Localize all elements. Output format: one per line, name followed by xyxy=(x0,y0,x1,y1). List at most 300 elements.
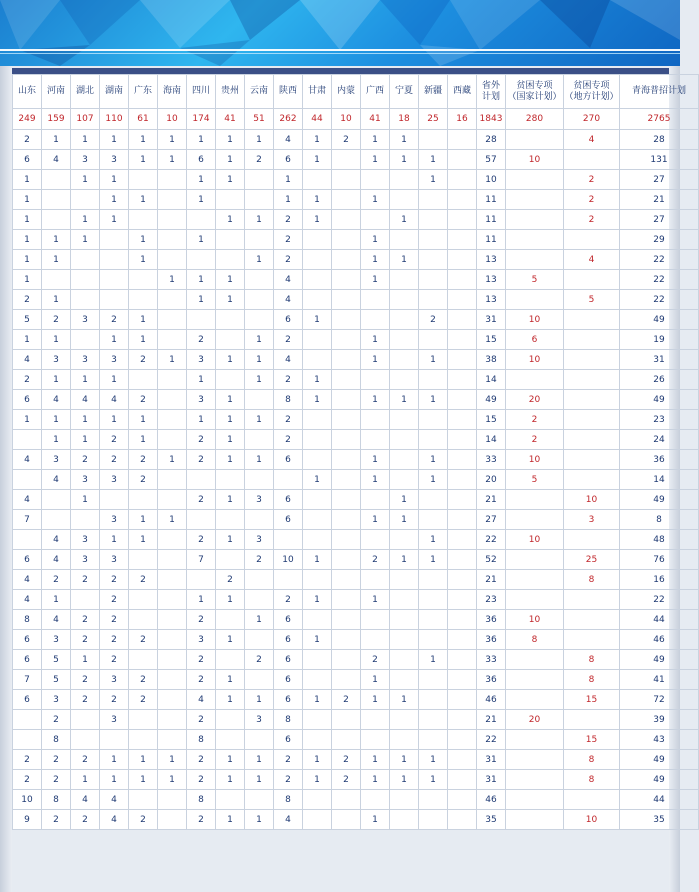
table-cell xyxy=(419,790,448,810)
table-cell xyxy=(448,370,477,390)
table-cell: 2 xyxy=(100,610,129,630)
table-cell xyxy=(390,790,419,810)
table-cell: 1 xyxy=(245,750,274,770)
table-cell: 22 xyxy=(620,590,699,610)
table-cell: 23 xyxy=(620,410,699,430)
table-cell xyxy=(564,310,620,330)
table-cell xyxy=(332,570,361,590)
table-cell xyxy=(13,710,42,730)
table-cell: 1 xyxy=(187,190,216,210)
table-cell: 6 xyxy=(13,390,42,410)
table-cell: 8 xyxy=(274,790,303,810)
table-cell: 4 xyxy=(42,610,71,630)
table-cell: 1 xyxy=(419,450,448,470)
table-cell xyxy=(129,710,158,730)
table-cell: 49 xyxy=(620,750,699,770)
table-cell: 8 xyxy=(564,770,620,790)
table-cell xyxy=(506,750,564,770)
table-cell xyxy=(448,810,477,830)
table-cell xyxy=(158,490,187,510)
table-cell xyxy=(448,150,477,170)
table-cell: 44 xyxy=(620,790,699,810)
table-cell: 1 xyxy=(245,210,274,230)
table-cell: 24 xyxy=(620,430,699,450)
table-cell: 2 xyxy=(129,470,158,490)
table-cell: 1 xyxy=(216,490,245,510)
table-cell: 4 xyxy=(100,790,129,810)
table-cell xyxy=(448,170,477,190)
table-cell: 6 xyxy=(13,690,42,710)
table-cell: 2 xyxy=(187,810,216,830)
table-row xyxy=(13,410,699,430)
table-cell: 1 xyxy=(216,430,245,450)
table-cell: 3 xyxy=(245,490,274,510)
table-cell xyxy=(564,710,620,730)
table-cell xyxy=(245,430,274,450)
table-cell xyxy=(129,790,158,810)
table-cell xyxy=(448,310,477,330)
table-cell xyxy=(390,810,419,830)
column-header: 宁夏 xyxy=(390,75,419,109)
table-cell: 6 xyxy=(13,630,42,650)
table-cell: 7 xyxy=(187,550,216,570)
table-cell xyxy=(245,270,274,290)
table-cell xyxy=(332,550,361,570)
table-cell xyxy=(448,230,477,250)
table-cell xyxy=(448,630,477,650)
total-cell: 249 xyxy=(13,109,42,130)
table-cell: 4 xyxy=(100,390,129,410)
table-cell xyxy=(448,590,477,610)
table-cell: 2 xyxy=(100,630,129,650)
table-cell xyxy=(216,730,245,750)
table-cell: 1 xyxy=(419,650,448,670)
table-cell: 36 xyxy=(620,450,699,470)
table-cell xyxy=(245,190,274,210)
table-cell xyxy=(361,170,390,190)
table-cell: 57 xyxy=(477,150,506,170)
table-cell xyxy=(564,330,620,350)
table-cell: 1 xyxy=(42,430,71,450)
table-cell: 1 xyxy=(71,130,100,150)
column-header: 陕西 xyxy=(274,75,303,109)
table-cell: 3 xyxy=(71,150,100,170)
table-row xyxy=(13,450,699,470)
table-cell: 1 xyxy=(13,270,42,290)
table-cell: 10 xyxy=(564,810,620,830)
table-cell: 4 xyxy=(42,390,71,410)
table-cell xyxy=(332,370,361,390)
table-cell: 6 xyxy=(274,690,303,710)
table-cell xyxy=(419,430,448,450)
table-cell: 1 xyxy=(216,270,245,290)
table-cell: 3 xyxy=(245,530,274,550)
table-cell xyxy=(303,650,332,670)
table-cell xyxy=(564,450,620,470)
table-cell: 1 xyxy=(274,170,303,190)
table-cell: 15 xyxy=(564,690,620,710)
table-cell xyxy=(419,590,448,610)
table-cell xyxy=(564,410,620,430)
table-row xyxy=(13,690,699,710)
table-cell xyxy=(506,650,564,670)
table-cell xyxy=(419,510,448,530)
table-cell: 21 xyxy=(477,570,506,590)
table-cell xyxy=(361,290,390,310)
table-cell xyxy=(448,190,477,210)
total-cell: 1843 xyxy=(477,109,506,130)
table-cell xyxy=(448,690,477,710)
table-cell: 1 xyxy=(187,370,216,390)
table-cell xyxy=(448,410,477,430)
table-cell xyxy=(506,770,564,790)
total-cell: 51 xyxy=(245,109,274,130)
table-cell xyxy=(390,310,419,330)
table-row xyxy=(13,350,699,370)
table-cell: 1 xyxy=(390,550,419,570)
table-cell xyxy=(274,470,303,490)
table-cell: 15 xyxy=(477,410,506,430)
table-cell: 1 xyxy=(390,130,419,150)
column-header: 广东 xyxy=(129,75,158,109)
table-cell: 5 xyxy=(42,670,71,690)
table-cell xyxy=(71,270,100,290)
table-cell: 20 xyxy=(506,390,564,410)
table-cell xyxy=(158,590,187,610)
table-cell: 1 xyxy=(187,170,216,190)
table-cell xyxy=(216,650,245,670)
banner-divider xyxy=(0,49,680,51)
table-cell: 46 xyxy=(620,630,699,650)
table-cell: 3 xyxy=(100,350,129,370)
table-cell: 1 xyxy=(361,350,390,370)
column-header: 青海普招计划 xyxy=(620,75,699,109)
table-cell: 1 xyxy=(361,470,390,490)
table-cell xyxy=(71,330,100,350)
table-cell: 16 xyxy=(620,570,699,590)
table-cell: 1 xyxy=(158,770,187,790)
table-cell: 4 xyxy=(42,550,71,570)
table-cell xyxy=(506,510,564,530)
table-cell: 1 xyxy=(216,130,245,150)
table-cell: 19 xyxy=(620,330,699,350)
table-cell: 2 xyxy=(71,810,100,830)
table-cell: 1 xyxy=(158,350,187,370)
table-cell: 49 xyxy=(477,390,506,410)
table-row xyxy=(13,530,699,550)
table-cell xyxy=(158,390,187,410)
table-cell xyxy=(448,510,477,530)
table-cell xyxy=(506,250,564,270)
table-cell: 5 xyxy=(506,470,564,490)
table-cell: 26 xyxy=(620,370,699,390)
table-cell: 2 xyxy=(42,570,71,590)
table-cell: 2 xyxy=(13,130,42,150)
table-cell: 52 xyxy=(477,550,506,570)
column-header: 西藏 xyxy=(448,75,477,109)
table-cell: 2 xyxy=(187,650,216,670)
table-cell xyxy=(332,510,361,530)
table-cell xyxy=(303,610,332,630)
table-cell xyxy=(303,290,332,310)
table-cell: 5 xyxy=(506,270,564,290)
table-cell: 1 xyxy=(245,690,274,710)
table-row xyxy=(13,270,699,290)
table-cell: 5 xyxy=(13,310,42,330)
table-row xyxy=(13,710,699,730)
table-cell: 6 xyxy=(13,650,42,670)
table-cell: 1 xyxy=(216,450,245,470)
table-cell: 1 xyxy=(390,210,419,230)
table-cell xyxy=(332,310,361,330)
table-cell: 2 xyxy=(564,190,620,210)
table-cell xyxy=(390,450,419,470)
table-cell: 6 xyxy=(274,670,303,690)
table-cell xyxy=(390,630,419,650)
table-cell xyxy=(390,590,419,610)
table-cell xyxy=(332,810,361,830)
table-cell: 2 xyxy=(245,650,274,670)
table-cell: 2 xyxy=(129,390,158,410)
table-cell: 27 xyxy=(620,210,699,230)
table-cell: 1 xyxy=(129,250,158,270)
table-cell xyxy=(506,210,564,230)
column-header: 山东 xyxy=(13,75,42,109)
table-cell: 8 xyxy=(506,630,564,650)
table-cell: 3 xyxy=(71,530,100,550)
table-cell: 6 xyxy=(506,330,564,350)
table-cell: 1 xyxy=(158,150,187,170)
total-cell: 41 xyxy=(216,109,245,130)
table-cell xyxy=(564,390,620,410)
table-cell xyxy=(158,370,187,390)
table-cell xyxy=(13,470,42,490)
table-cell: 2 xyxy=(274,750,303,770)
table-cell: 8 xyxy=(564,750,620,770)
table-cell: 4 xyxy=(71,390,100,410)
table-cell xyxy=(361,490,390,510)
table-cell: 43 xyxy=(620,730,699,750)
table-row xyxy=(13,770,699,790)
table-cell xyxy=(187,210,216,230)
total-cell: 61 xyxy=(129,109,158,130)
table-cell xyxy=(448,730,477,750)
table-cell: 1 xyxy=(419,390,448,410)
table-cell: 49 xyxy=(620,650,699,670)
table-cell: 1 xyxy=(361,590,390,610)
table-cell: 1 xyxy=(216,750,245,770)
table-cell: 1 xyxy=(390,510,419,530)
table-cell xyxy=(390,410,419,430)
table-cell: 1 xyxy=(361,270,390,290)
table-cell: 2 xyxy=(71,610,100,630)
table-cell: 1 xyxy=(216,210,245,230)
total-cell: 10 xyxy=(332,109,361,130)
table-cell: 11 xyxy=(477,210,506,230)
table-cell xyxy=(216,710,245,730)
table-row xyxy=(13,150,699,170)
column-header: 甘肃 xyxy=(303,75,332,109)
table-cell xyxy=(42,190,71,210)
table-cell: 1 xyxy=(303,590,332,610)
table-cell: 8 xyxy=(274,390,303,410)
table-cell: 8 xyxy=(187,730,216,750)
table-cell: 6 xyxy=(13,550,42,570)
table-cell: 76 xyxy=(620,550,699,570)
table-cell: 10 xyxy=(274,550,303,570)
table-cell: 3 xyxy=(71,470,100,490)
table-cell: 2 xyxy=(71,670,100,690)
table-cell xyxy=(216,230,245,250)
table-cell xyxy=(158,730,187,750)
table-cell: 2 xyxy=(42,770,71,790)
total-cell: 41 xyxy=(361,109,390,130)
table-cell xyxy=(419,610,448,630)
table-cell xyxy=(332,630,361,650)
column-header: 湖北 xyxy=(71,75,100,109)
total-cell: 110 xyxy=(100,109,129,130)
table-cell: 6 xyxy=(274,610,303,630)
table-row xyxy=(13,370,699,390)
table-cell: 1 xyxy=(100,210,129,230)
total-cell: 10 xyxy=(158,109,187,130)
table-cell: 31 xyxy=(620,350,699,370)
table-cell xyxy=(506,290,564,310)
table-cell xyxy=(332,670,361,690)
table-cell xyxy=(245,790,274,810)
table-cell: 6 xyxy=(274,490,303,510)
table-cell xyxy=(245,390,274,410)
table-cell: 4 xyxy=(13,590,42,610)
table-cell: 2 xyxy=(506,430,564,450)
table-cell: 4 xyxy=(274,810,303,830)
table-cell: 8 xyxy=(564,670,620,690)
table-cell: 2 xyxy=(129,670,158,690)
table-cell xyxy=(448,290,477,310)
table-cell: 2 xyxy=(564,210,620,230)
table-cell xyxy=(361,730,390,750)
table-cell: 1 xyxy=(187,230,216,250)
table-cell: 2 xyxy=(13,750,42,770)
table-cell xyxy=(506,590,564,610)
table-cell: 1 xyxy=(303,210,332,230)
table-cell xyxy=(448,650,477,670)
table-cell: 2 xyxy=(129,690,158,710)
table-cell: 2 xyxy=(506,410,564,430)
table-cell xyxy=(129,290,158,310)
table-cell xyxy=(245,470,274,490)
table-cell: 3 xyxy=(42,630,71,650)
table-cell: 2 xyxy=(129,810,158,830)
table-cell xyxy=(303,350,332,370)
table-cell: 46 xyxy=(477,690,506,710)
table-cell: 1 xyxy=(158,510,187,530)
table-cell xyxy=(419,270,448,290)
table-cell xyxy=(303,430,332,450)
table-cell xyxy=(419,730,448,750)
table-cell: 35 xyxy=(477,810,506,830)
table-cell: 1 xyxy=(390,770,419,790)
table-cell xyxy=(390,270,419,290)
total-cell: 262 xyxy=(274,109,303,130)
table-cell: 2 xyxy=(187,710,216,730)
table-cell: 2 xyxy=(100,650,129,670)
table-cell: 10 xyxy=(506,350,564,370)
table-cell xyxy=(332,290,361,310)
table-cell: 2 xyxy=(274,370,303,390)
table-cell: 4 xyxy=(13,450,42,470)
table-cell: 33 xyxy=(477,450,506,470)
table-cell: 3 xyxy=(71,550,100,570)
table-cell: 4 xyxy=(13,350,42,370)
table-cell xyxy=(13,430,42,450)
table-cell: 10 xyxy=(506,450,564,470)
table-cell xyxy=(390,190,419,210)
table-cell: 1 xyxy=(303,750,332,770)
table-cell: 10 xyxy=(506,530,564,550)
table-cell: 1 xyxy=(274,190,303,210)
table-cell xyxy=(332,250,361,270)
table-cell xyxy=(187,310,216,330)
table-cell xyxy=(245,590,274,610)
table-cell xyxy=(303,670,332,690)
table-cell xyxy=(419,710,448,730)
table-cell: 1 xyxy=(303,190,332,210)
table-cell: 14 xyxy=(477,370,506,390)
table-cell: 1 xyxy=(71,770,100,790)
table-cell xyxy=(332,270,361,290)
table-cell: 8 xyxy=(274,710,303,730)
table-row xyxy=(13,590,699,610)
table-row xyxy=(13,570,699,590)
total-cell: 107 xyxy=(71,109,100,130)
table-cell: 1 xyxy=(100,170,129,190)
table-cell: 2 xyxy=(332,750,361,770)
table-cell: 1 xyxy=(361,510,390,530)
table-cell xyxy=(158,790,187,810)
table-cell xyxy=(158,230,187,250)
table-cell xyxy=(332,150,361,170)
table-cell xyxy=(448,130,477,150)
table-cell xyxy=(129,730,158,750)
table-cell: 3 xyxy=(100,670,129,690)
table-cell: 3 xyxy=(100,710,129,730)
table-cell xyxy=(506,730,564,750)
table-cell xyxy=(506,570,564,590)
table-row xyxy=(13,310,699,330)
table-row xyxy=(13,630,699,650)
table-cell: 13 xyxy=(477,290,506,310)
table-cell: 4 xyxy=(274,130,303,150)
table-cell: 1 xyxy=(245,370,274,390)
total-cell: 16 xyxy=(448,109,477,130)
table-cell: 6 xyxy=(274,310,303,330)
table-cell: 7 xyxy=(13,510,42,530)
table-cell: 46 xyxy=(477,790,506,810)
table-row xyxy=(13,330,699,350)
table-cell xyxy=(419,670,448,690)
table-cell: 2 xyxy=(187,330,216,350)
table-cell xyxy=(564,610,620,630)
table-cell xyxy=(303,250,332,270)
table-cell: 1 xyxy=(13,330,42,350)
table-cell xyxy=(332,590,361,610)
table-cell xyxy=(129,490,158,510)
total-cell: 2765 xyxy=(620,109,699,130)
table-cell: 23 xyxy=(477,590,506,610)
table-cell xyxy=(42,490,71,510)
table-cell: 1 xyxy=(245,450,274,470)
